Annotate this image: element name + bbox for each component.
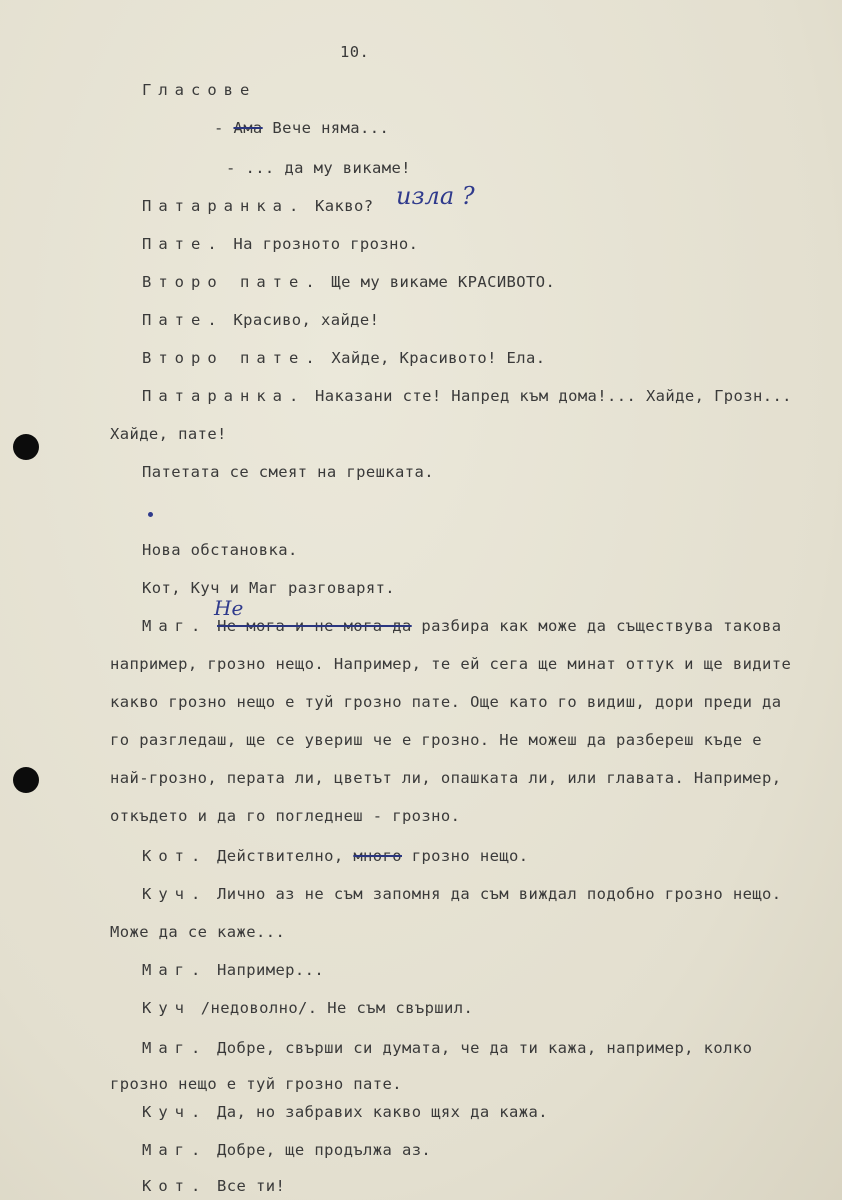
dialogue-line: Куч. Лично аз не съм запомня да съм виждал подобно грозно нещо.: [142, 885, 782, 903]
punch-hole-top: [13, 434, 39, 460]
handwritten-annotation: изла ?: [396, 182, 475, 210]
dialogue-line: - Ама Вече няма...: [214, 119, 390, 137]
dialogue-line: Може да се каже...: [110, 923, 286, 941]
dialogue-line: Маг. Добре, свърши си думата, че да ти кажа, например, колко: [142, 1039, 753, 1057]
dialogue-line: Маг. Добре, ще продължа аз.: [142, 1141, 432, 1159]
dialogue-line: Второ пате. Ще му викаме КРАСИВОТО.: [142, 273, 556, 291]
stage-direction: Кот, Куч и Маг разговарят.: [142, 579, 396, 597]
dialogue-line: Патаранка. Наказани сте! Напред към дома!... Хайде, Грозн...: [142, 387, 792, 405]
dialogue-line: Маг. Не мога и не мога да разбира как може да съществува такова: [142, 617, 782, 635]
dialogue-line: Хайде, пате!: [110, 425, 227, 443]
ink-mark: [148, 512, 153, 517]
stage-direction: Патетата се смеят на грешката.: [142, 463, 434, 481]
stage-direction: Нова обстановка.: [142, 541, 298, 559]
dialogue-line: най-грозно, перата ли, цветът ли, опашката ли, или главата. Например,: [110, 769, 782, 787]
dialogue-line: какво грозно нещо е туй грозно пате. Още като го видиш, дори преди да: [110, 693, 782, 711]
dialogue-line: откъдето и да го погледнеш - грозно.: [110, 807, 461, 825]
speaker-label: Гласове: [142, 81, 257, 99]
dialogue-line: Патаранка. Какво?: [142, 197, 374, 215]
dialogue-line: Пате. На грозното грозно.: [142, 235, 419, 253]
dialogue-line: Маг. Например...: [142, 961, 325, 979]
dialogue-line: Куч /недоволно/. Не съм свършил.: [142, 999, 474, 1017]
speaker-label: Патаранка.: [142, 197, 306, 215]
dialogue-line: Пате. Красиво, хайде!: [142, 311, 380, 329]
dialogue-line: - ... да му викаме!: [226, 159, 411, 177]
handwritten-correction: Не: [214, 596, 244, 620]
dialogue-line: например, грозно нещо. Например, те ей сега ще минат оттук и ще видите: [110, 655, 792, 673]
dialogue-line: Второ пате. Хайде, Красивото! Ела.: [142, 349, 546, 367]
punch-hole-bottom: [13, 767, 39, 793]
dialogue-line: Кот. Действително, много грозно нещо.: [142, 847, 529, 865]
dialogue-line: Кот. Все ти!: [142, 1177, 286, 1195]
dialogue-line: Куч. Да, но забравих какво щях да кажа.: [142, 1103, 548, 1121]
page-number: 10.: [340, 43, 370, 61]
dialogue-line: грозно нещо е туй грозно пате.: [110, 1075, 402, 1093]
dialogue-line: го разгледаш, ще се увериш че е грозно. Не можеш да разбереш къде е: [110, 731, 763, 749]
